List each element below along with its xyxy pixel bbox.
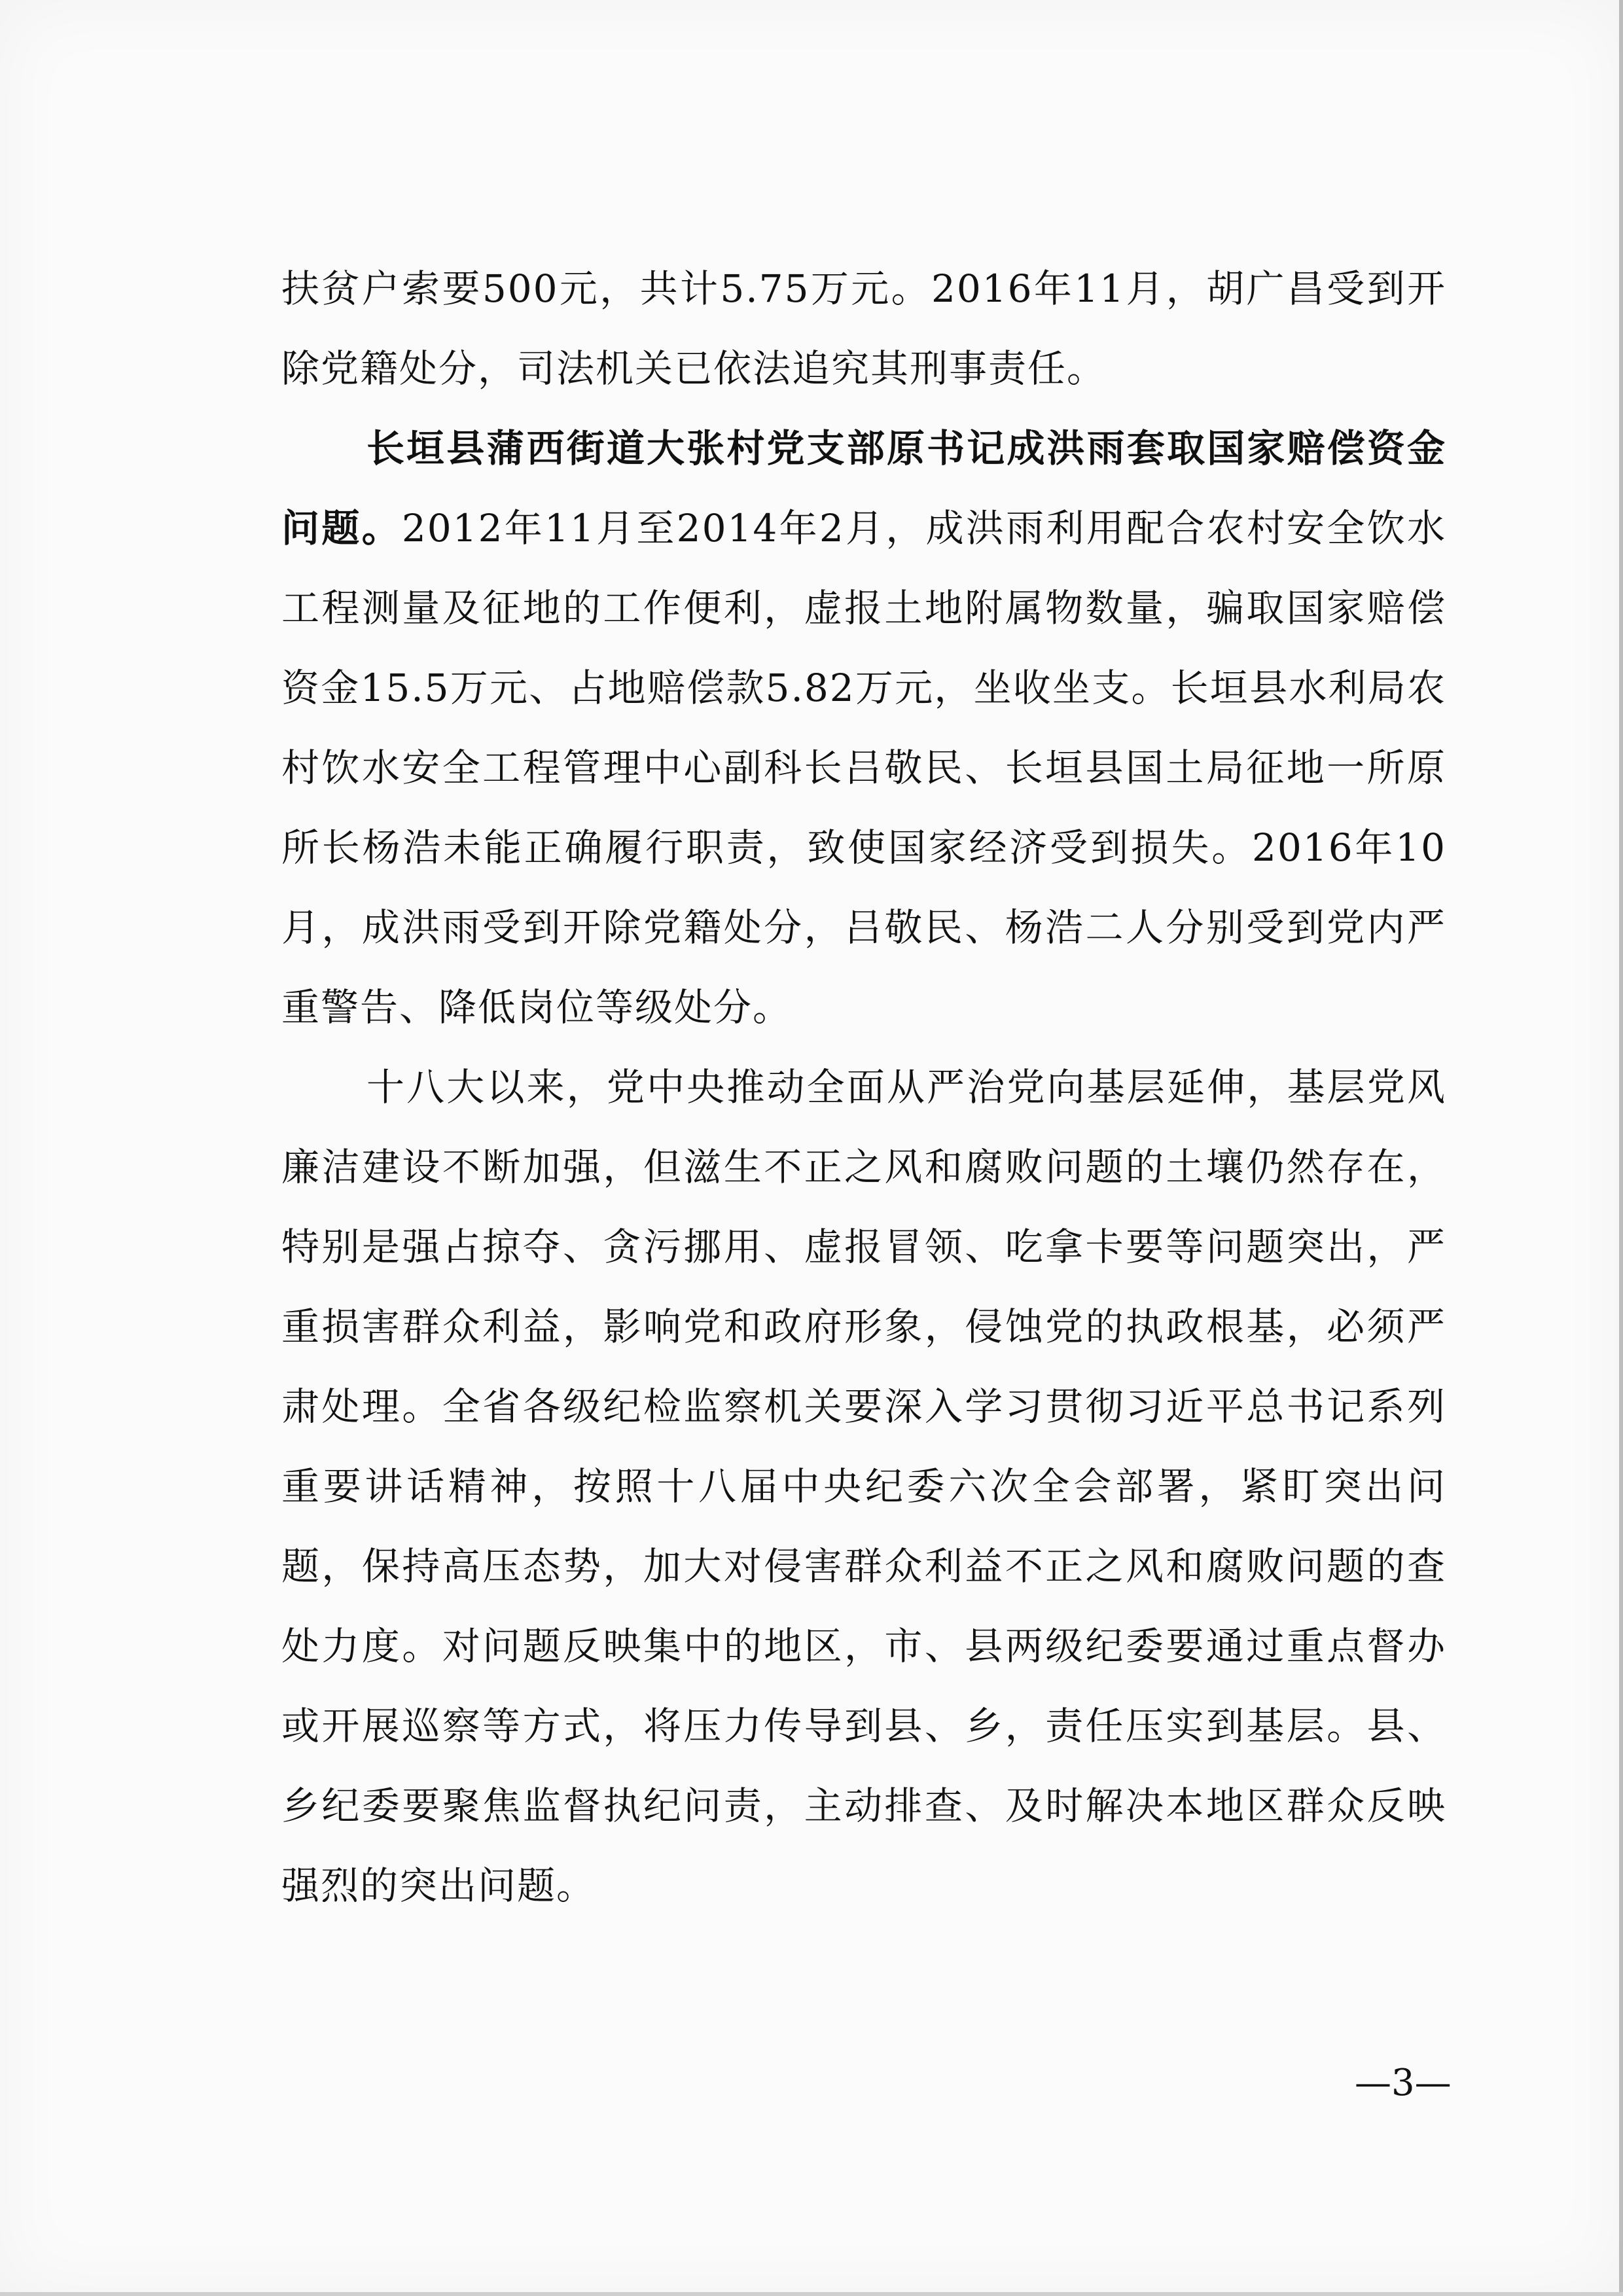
paragraph-1	[281, 249, 1446, 408]
paragraph-2	[281, 408, 1446, 1047]
page-number: —3—	[1355, 2062, 1452, 2104]
paper-edge-right	[1619, 0, 1623, 2296]
paragraph-1-text: 扶贫户索要500元，共计5.75万元。2016年11月，胡广昌受到开除党籍处分，司法机关已依法追究其刑事责任。	[281, 266, 1446, 391]
document-body	[281, 249, 1446, 1926]
paragraph-3-text: 十八大以来，党中央推动全面从严治党向基层延伸，基层党风廉洁建设不断加强，但滋生不正之风和腐败问题的土壤仍然存在，特别是强占掠夺、贪污挪用、虚报冒领、吃拿卡要等问题突出，严重损害群众利益，影响党和政府形象，侵蚀党的执政根基，必须严肃处理。全省各级纪检监察机关要深入学习贯彻习近平总书记系列重要讲话精神，按照十八届中央纪委六次全会部署，紧盯突出问题，保持高压态势，加大对侵害群众利益不正之风和腐败问题的查处力度。对问题反映集中的地区，市、县两级纪委要通过重点督办或开展巡察等方式，将压力传导到县、乡，责任压实到基层。县、乡纪委要聚焦监督执纪问责，主动排查、及时解决本地区群众反映强烈的突出问题。	[281, 1065, 1446, 1908]
paragraph-2-text: 2012年11月至2014年2月，成洪雨利用配合农村安全饮水工程测量及征地的工作便利，虚报土地附属物数量，骗取国家赔偿资金15.5万元、占地赔偿款5.82万元，坐收坐支。长垣县水利局农村饮水安全工程管理中心副科长吕敬民、长垣县国土局征地一所原所长杨浩未能正确履行职责，致使国家经济受到损失。2016年10月，成洪雨受到开除党籍处分，吕敬民、杨浩二人分别受到党内严重警告、降低岗位等级处分。	[281, 506, 1446, 1030]
paper-edge-bottom	[0, 2292, 1623, 2296]
paragraph-2-heading: 长垣县蒲西街道大张村党支部原书记成洪雨套取国家赔偿资金问题。	[281, 426, 1446, 550]
paragraph-3	[281, 1047, 1446, 1926]
